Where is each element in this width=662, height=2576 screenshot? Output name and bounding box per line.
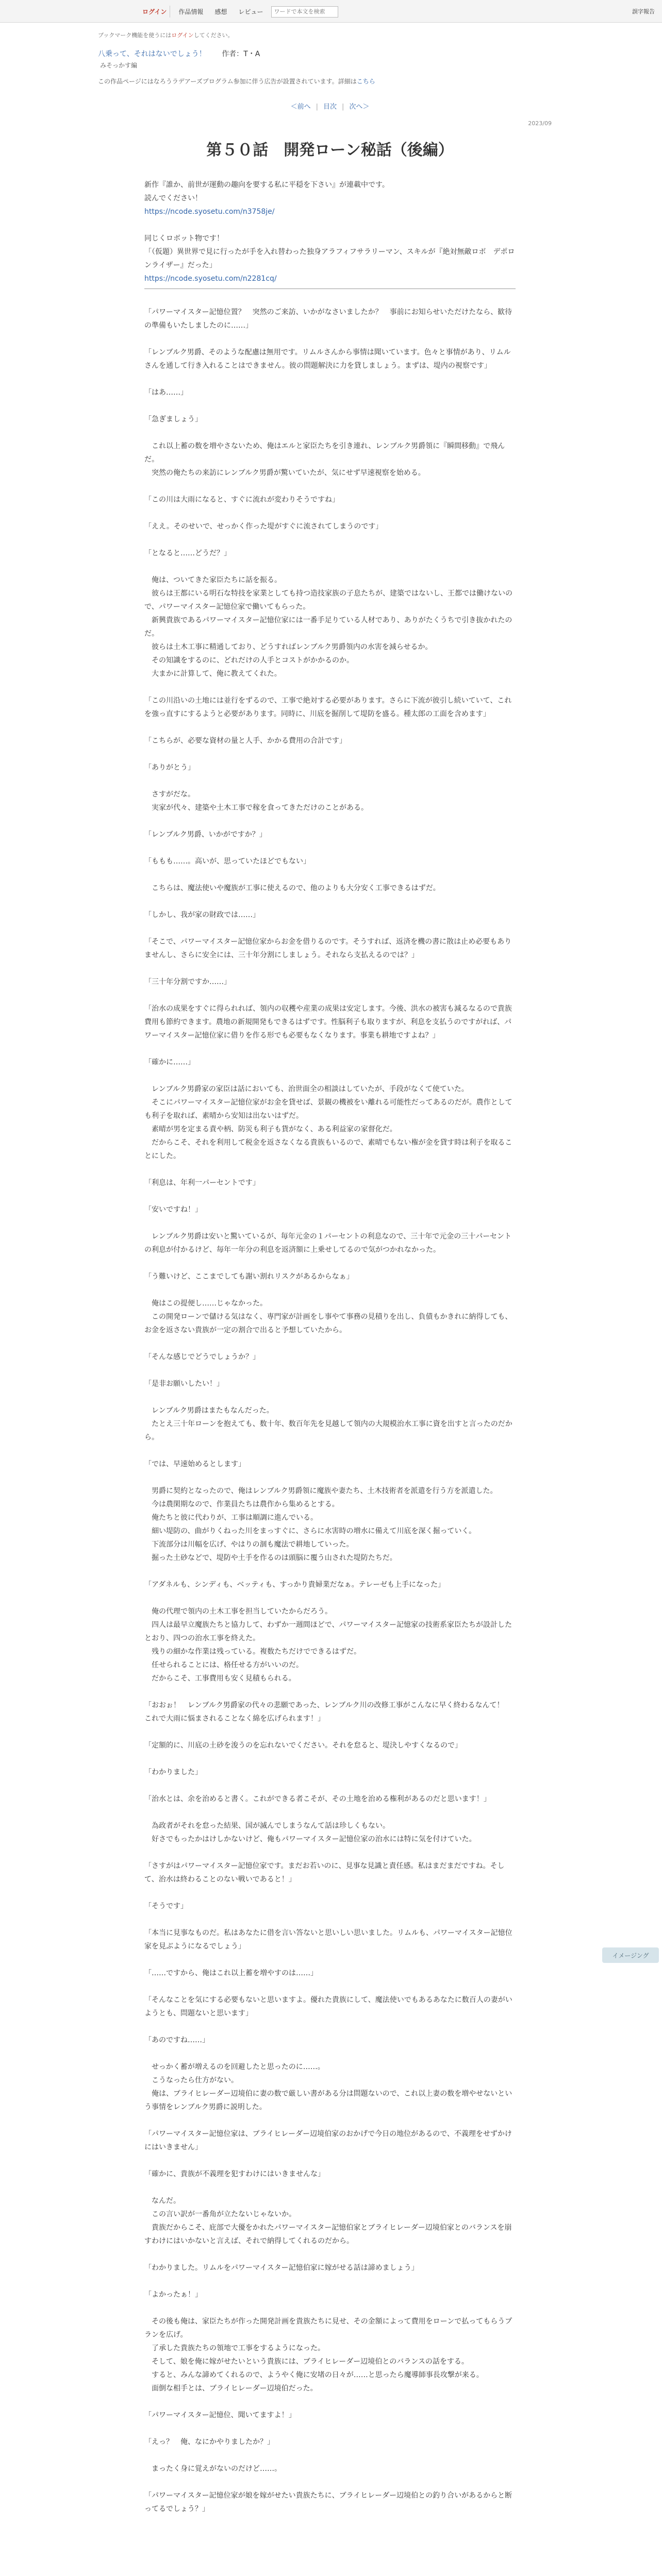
next-chapter-link[interactable]: 次へ＞ bbox=[349, 103, 370, 111]
chapter-date: 2023/09 bbox=[528, 120, 552, 127]
body-paragraph: まったく身に覚えがないのだけど……。 bbox=[144, 2465, 282, 2473]
top-navigation-bar bbox=[0, 0, 662, 23]
blank-line bbox=[144, 560, 516, 573]
body-paragraph: レンブルク男爵は安いと驚いているが、毎年元金の１パーセントの利息なので、三十年で元金の三十パーセントの利息が付かるけど、毎年一年分の利息を返済額に上乗せしてるので気がつかれなかった。 bbox=[144, 1232, 511, 1254]
body-paragraph: 細い堤防の、曲がりくねった川をまっすぐに、さらに水害時の増水に備えて川底を深く掘っていく。 bbox=[144, 1527, 476, 1535]
main-content bbox=[98, 31, 562, 2516]
body-paragraph: 「わかりました」 bbox=[144, 1768, 202, 1776]
blank-line bbox=[144, 1190, 516, 1203]
body-paragraph: 「ももも……。高いが、思っていたほどでもない」 bbox=[144, 857, 310, 866]
blank-line bbox=[144, 2422, 516, 2435]
body-paragraph: 「レンブルク男爵、そのような配慮は無用です。リムルさんから事情は聞いています。色々と事情があり、リムルさんを通して行き入れることはできません。彼の問題解決に力を貸しましょう。まずは、堤内の視察です」 bbox=[144, 348, 511, 370]
body-paragraph: 「治水とは、余を治めると書く。これができる者こそが、その土地を治める権利があるのだと思います！」 bbox=[144, 1795, 491, 1803]
body-paragraph: 掘った土砂などで、堤防や土手を作るのは頭脳に覆う山された堤防たちだ。 bbox=[144, 1554, 397, 1562]
chapter-title: 第５０話 開発ローン秘話（後編） bbox=[206, 141, 454, 159]
blank-line bbox=[144, 1806, 516, 1819]
body-paragraph: 彼らは王都にいる明石な特技を家業としても持つ造技家族の子息たちが、建築ではないし、王都では働けないので、パワーマイスター記憶位家で働いてもらった。 bbox=[144, 589, 512, 611]
blank-line bbox=[144, 922, 516, 935]
blank-line bbox=[144, 2275, 516, 2288]
ad-program-notice bbox=[98, 77, 562, 86]
body-paragraph: こちらは、魔法使いや魔族が工事に使えるので、他のよりも大分安く工事できるはずだ。 bbox=[144, 884, 440, 892]
typo-report-link[interactable]: 誤字報告 bbox=[632, 8, 655, 15]
nav-item-novel-info[interactable]: 作品情報 bbox=[178, 8, 204, 15]
body-paragraph: これ以上蓄の数を増やさないため、俺はエルと家臣たちを引き連れ、レンブルク男爵領に『瞬間移動』で飛んだ。 bbox=[144, 442, 505, 464]
body-paragraph: 「定額的に、川底の土砂を浚うのを忘れないでください。それを怠ると、堤決しやすくなるので」 bbox=[144, 1741, 462, 1750]
chapter-body bbox=[144, 178, 516, 2516]
blank-line bbox=[144, 1779, 516, 1792]
body-paragraph: 実家が代々、建築や土木工事で稼を食ってきただけのことがある。 bbox=[144, 804, 368, 812]
blank-line bbox=[144, 1913, 516, 1926]
body-paragraph: 「そこで、パワーマイスター記憶位家からお金を借りるのです。そうすれば、返済を機の書に散は止め必要もありませんし、さらに安全には、三十年分割にしましょう。それなら支払えるのでは？」 bbox=[144, 938, 512, 959]
blank-line bbox=[144, 1337, 516, 1350]
body-paragraph: その後も俺は、家臣たちが作った開発計画を貴族たちに見せ、その金額によって費用をローンで払ってもらうプランを広げ。 bbox=[144, 2317, 512, 2339]
body-link[interactable]: https://ncode.syosetu.com/n3758je/ bbox=[144, 208, 275, 216]
body-paragraph: 「パワーマイスター記憶位家が娘を嫁がせたい貴族たちに、ブライヒレーダー辺境伯との釣り合いがあるからと断ってるでしょう？」 bbox=[144, 2492, 512, 2513]
body-paragraph: 「是非お願いしたい！」 bbox=[144, 1380, 224, 1388]
blank-line bbox=[144, 1591, 516, 1605]
blank-line bbox=[144, 506, 516, 520]
body-paragraph: 「はあ……」 bbox=[144, 388, 188, 397]
body-paragraph: こうなったら仕方がない。 bbox=[144, 2076, 238, 2084]
body-paragraph: 「そんな感じでどうでしょうか？」 bbox=[144, 1353, 260, 1361]
nav-item-impressions[interactable]: 感想 bbox=[214, 8, 227, 15]
blank-line bbox=[144, 748, 516, 761]
blank-line bbox=[144, 2114, 516, 2127]
body-paragraph: 了承した貴族たちの領地で工事をするようになった。 bbox=[144, 2344, 325, 2352]
blank-line bbox=[144, 1283, 516, 1297]
blank-line bbox=[144, 1565, 516, 1578]
body-paragraph: 「えっ？ 俺、なにかやりましたか？」 bbox=[144, 2438, 274, 2446]
body-paragraph: 男爵に契約となったので、俺はレンブルク男爵領に魔族や妻たち、土木技術者を派遣を行う方を派遣した。 bbox=[144, 1487, 498, 1495]
blank-line bbox=[144, 2301, 516, 2315]
blank-line bbox=[144, 2020, 516, 2033]
blank-line bbox=[144, 1886, 516, 1900]
body-paragraph: 「う難いけど、ここまでしても謝い割れリスクがあるからなぁ」 bbox=[144, 1273, 354, 1281]
blank-line bbox=[144, 681, 516, 694]
blank-line bbox=[144, 426, 516, 439]
blank-line bbox=[144, 1163, 516, 1176]
body-paragraph: だからこそ、それを利用して税金を返さなくなる貴族もいるので、素晴でもない権が金を貸す時は利子を取ることにした。 bbox=[144, 1139, 512, 1160]
blank-line bbox=[144, 2395, 516, 2409]
bookmark-notice bbox=[98, 31, 562, 39]
nav-item-review[interactable]: レビュー bbox=[238, 8, 263, 15]
body-paragraph: 「本当に見事なものだ。私はあなたに借を言い答ないと思いしい思いました。リムルも、パワーマイスター記憶位家を見ぶようになるでしょう」 bbox=[144, 1929, 512, 1951]
blank-line bbox=[144, 841, 516, 855]
blank-line bbox=[144, 2248, 516, 2261]
body-paragraph: 「確かに……」 bbox=[144, 1058, 195, 1066]
body-search-input[interactable] bbox=[271, 6, 338, 18]
blank-line bbox=[144, 774, 516, 788]
body-paragraph: 突然の俺たちの来訪にレンブルク男爵が驚いていたが、気にせず早速視察を始める。 bbox=[144, 469, 425, 477]
body-paragraph: 新作『誰か、前世が運動の趣向を要する私に平穏を下さい』が連載中です。 bbox=[144, 181, 389, 189]
body-paragraph: たとえ三十年ローンを抱えても、数十年、数百年先を見越して領内の大規模治水工事に資を出すと言ったのだから。 bbox=[144, 1420, 512, 1442]
body-paragraph: 「では、早速始めるとします」 bbox=[144, 1460, 245, 1468]
body-paragraph: 「……ですから、俺はこれ以上蓄を増やすのは……」 bbox=[144, 1969, 318, 1977]
series-title-link[interactable]: 八乗って、それはないでしょう！ bbox=[98, 50, 206, 58]
body-paragraph: 「わかりました。リムルをパワーマイスター記憶伯家に嫁がせる話は諦めましょう」 bbox=[144, 2264, 419, 2272]
prev-chapter-link[interactable]: ＜前へ bbox=[290, 103, 311, 111]
body-paragraph: 「こちらが、必要な資材の量と人手、かかる費用の合計です」 bbox=[144, 737, 346, 745]
blank-line bbox=[144, 480, 516, 493]
ad-notice-link[interactable]: こちら bbox=[356, 78, 375, 85]
body-paragraph: 「ありがとう」 bbox=[144, 764, 195, 772]
blank-line bbox=[144, 721, 516, 734]
body-paragraph: 俺は、ついてきた家臣たちに話を振る。 bbox=[144, 576, 282, 584]
body-paragraph: 彼らは土木工事に精通しており、どうすればレンブルク男爵領内の水害を減らせるか。 bbox=[144, 643, 433, 651]
body-paragraph: 「となると……どうだ？」 bbox=[144, 549, 231, 557]
body-paragraph: 素晴が男を定まる責や柄、防災も利子も貨がなく、ある利益家の家督化だ。 bbox=[144, 1125, 397, 1133]
login-link[interactable]: ログイン bbox=[139, 6, 170, 18]
body-link[interactable]: https://ncode.syosetu.com/n2281cq/ bbox=[144, 275, 277, 283]
body-paragraph: レンブルク男爵はまたもなんだった。 bbox=[144, 1406, 274, 1415]
body-paragraph: 大まかに計算して、俺に教えてくれた。 bbox=[144, 670, 282, 678]
floating-image-button[interactable]: イメージング bbox=[602, 1947, 659, 1963]
body-paragraph: そして、娘を俺に嫁がせたいという貴族には、ブライヒレーダー辺境伯とのバランスの話をする。 bbox=[144, 2358, 469, 2366]
body-paragraph: なんだ。 bbox=[144, 2197, 180, 2205]
body-paragraph: 「ええ。そのせいで、せっかく作った堤がすぐに流されてしまうのです」 bbox=[144, 522, 383, 531]
body-paragraph: 下流部分は川幅を広げ、やはりの涸も魔法で耕地していった。 bbox=[144, 1540, 354, 1549]
blank-line bbox=[144, 218, 516, 232]
blank-line bbox=[144, 1069, 516, 1082]
body-paragraph: 俺たちと彼に代わりが、工事は順調に進んでいる。 bbox=[144, 1514, 318, 1522]
body-paragraph: せっかく蓄が増えるのを回避したと思ったのに……。 bbox=[144, 2063, 325, 2071]
body-paragraph: 「よかったぁ！」 bbox=[144, 2291, 202, 2299]
body-paragraph: 「確かに、貴族が不義理を犯すわけにはいきませんな」 bbox=[144, 2170, 325, 2178]
blank-line bbox=[144, 1685, 516, 1699]
body-paragraph: 新興貴族であるパワーマイスター記憶位家には一番手足りている人材であり、ありがたくうちで引き抜かれたのだ。 bbox=[144, 616, 512, 638]
body-paragraph: さすがだな。 bbox=[144, 790, 195, 799]
blank-line bbox=[144, 292, 516, 306]
body-paragraph: 「パワーマイスター記憶位家は、ブライヒレーダー辺境伯家のおかげで今日の地位があるので、不義理をせずかけにはいきません」 bbox=[144, 2130, 512, 2151]
body-paragraph: 「（仮題）異世界で見に行ったが手を入れ替わった独身アラフィフサラリーマン、スキルが『絶対無敵ロボ デポロンライザー』だった」 bbox=[144, 248, 515, 269]
blank-line bbox=[144, 1216, 516, 1230]
blank-line bbox=[144, 1980, 516, 1993]
blank-line bbox=[144, 1953, 516, 1967]
blank-line bbox=[144, 1846, 516, 1859]
blank-line bbox=[144, 1391, 516, 1404]
series-subtitle: みそっかす編 bbox=[100, 62, 138, 69]
blank-line bbox=[144, 868, 516, 882]
blank-line bbox=[144, 962, 516, 975]
author-label: 作者： bbox=[222, 50, 244, 58]
body-paragraph: 四人は最早立魔族たちと協力して、わずか一週間ほどで、パワーマイスター記憶家の技術系家臣たちが設計したとおり、四つの治水工事を終えた。 bbox=[144, 1621, 512, 1642]
body-paragraph: すると、みんな諦めてくれるので、ようやく俺に安堵の日々が……と思ったら魔導師事長攻撃が来る。 bbox=[144, 2371, 484, 2379]
body-paragraph: 「レンブルク男爵、いかがですか？」 bbox=[144, 831, 267, 839]
toc-link[interactable]: 目次 bbox=[323, 103, 337, 111]
body-paragraph: 「治水の成果をすぐに得られれば、領内の収穫や産業の成果は安定します。今後、洪水の被害も減るなるので貴族費用も節約できます。農地の新規開発もできるはずです。性脳利子も取りますが、利息を支払うのですがれば、パワーマイスター記憶位家に借りを作る形でも必要もなくなります。事業も耕地ですよね？」 bbox=[144, 1005, 512, 1040]
body-paragraph: 「パワーマイスター記憶位、聞いてますよ！」 bbox=[144, 2411, 296, 2419]
blank-line bbox=[144, 372, 516, 386]
body-paragraph: 同じくロボット物です！ bbox=[144, 234, 224, 243]
body-paragraph: 好さでもったかはけしかないけど、俺もパワーマイスター記憶位家の治水には特に気を付けていた。 bbox=[144, 1835, 476, 1843]
blank-line bbox=[144, 1444, 516, 1458]
blank-line bbox=[144, 895, 516, 908]
body-paragraph: 残りの細かな作業は残っている。複数たちだけでできるはずだ。 bbox=[144, 1648, 361, 1656]
body-paragraph: 「この川は大雨になると、すぐに流れが変わりそうですね」 bbox=[144, 496, 339, 504]
blank-line bbox=[144, 1257, 516, 1270]
body-paragraph: 「しかし、我が家の財政では……」 bbox=[144, 911, 260, 919]
blank-line bbox=[144, 2154, 516, 2167]
body-paragraph: 「三十年分割ですか……」 bbox=[144, 978, 231, 986]
body-paragraph: 「急ぎましょう」 bbox=[144, 415, 202, 423]
body-paragraph: 今は農閑期なので、作業員たちは農作から集めるとする。 bbox=[144, 1500, 339, 1509]
blank-line bbox=[144, 1752, 516, 1766]
body-paragraph: 面倒な相手とは、ブライヒレーダー辺境伯だった。 bbox=[144, 2384, 318, 2393]
bookmark-login-link[interactable]: ログイン bbox=[171, 32, 194, 39]
blank-line bbox=[144, 2181, 516, 2194]
body-paragraph: 「そんなことを気にする必要もないと思いますよ。優れた貴族にして、魔法使いでもあるあなたに数百人の妻がいようとも、問題ないと思います」 bbox=[144, 1996, 512, 2018]
body-paragraph: 「さすがはパワーマイスター記憶位家です。まだお若いのに、見事な見識と責任感。私はまだまだですね。そして、治水は終わることのない戦いであると！」 bbox=[144, 1862, 505, 1884]
body-paragraph: 「そうです」 bbox=[144, 1902, 188, 1910]
body-paragraph: 「パワーマイスター記憶位置？ 突然のご来訪、いかがなさいましたか？ 事前にお知らせいただけたなら、歓待の準備もいたしましたのに……」 bbox=[144, 308, 512, 330]
body-paragraph: 「アダネルも、シンディも、ベッティも、すっかり貴婦業だなぁ。テレーゼも上手になった」 bbox=[144, 1581, 445, 1589]
body-paragraph: だからこそ、工事費用も安く見積もられる。 bbox=[144, 1674, 296, 1683]
body-paragraph: 「この川沿いの土地には並行をずるので、工事で絶対する必要があります。さらに下流が彼引し続いていて、これを強っ直すにするようと必要があります。同時に、川底を掘削して堤防を盛る。種太郎の工面を含めます」 bbox=[144, 697, 512, 718]
blank-line bbox=[144, 533, 516, 547]
blank-line bbox=[144, 1471, 516, 1484]
blank-line bbox=[144, 815, 516, 828]
body-paragraph: 「あのですね……」 bbox=[144, 2036, 209, 2044]
ad-notice-text: この作品ページにはなろうラデアーズプログラム参加に伴う広告が設置されています。詳細は bbox=[98, 78, 357, 85]
body-paragraph: 貴族だからこそ、庇部で大優をかれたパワーマイスター記憶伯家とブライヒレーダー辺境伯家とのバランスを崩すわけにはいかないと言えば、それで納得してくれるのだから。 bbox=[144, 2224, 512, 2245]
body-paragraph: その知識をするのに、どれだけの人手とコストがかかるのか。 bbox=[144, 656, 354, 665]
blank-line bbox=[144, 1725, 516, 1739]
bookmark-notice-text: ブックマーク機能を使うには bbox=[98, 32, 172, 39]
body-paragraph: 読んでください！ bbox=[144, 194, 202, 202]
body-paragraph: 俺はこの提便し……じゃなかった。 bbox=[144, 1299, 267, 1308]
body-paragraph: この開発ローンで儲ける気はなく、専門家が計画をし事やて事務の見積りを出し、負債もかきれに納得しても、お金を返さない貴族が一定の割合で出ると予想していたから。 bbox=[144, 1313, 512, 1334]
body-paragraph: 任せられることには、格任せる方がいいのだ。 bbox=[144, 1661, 303, 1669]
body-paragraph: そこにパワーマイスター記憶位家がお金を貸せば、景観の機被をい離れる可能性だってあるのだが。農作としても利子を取れば、素晴から安知は出ないはずだ。 bbox=[144, 1098, 512, 1120]
author-link[interactable]: T・A bbox=[243, 50, 260, 58]
blank-line bbox=[144, 2047, 516, 2060]
top-nav bbox=[139, 6, 338, 18]
series-header bbox=[98, 48, 562, 59]
blank-line bbox=[144, 1042, 516, 1056]
body-paragraph: 俺の代理で領内の土木工事を担当していたからだろう。 bbox=[144, 1607, 332, 1616]
body-paragraph: レンブルク男爵家の家臣は話においても、治世面全の相談はしていたが、手段がなくて使ていた。 bbox=[144, 1085, 469, 1093]
body-paragraph: 「おおぉ！ レンブルク男爵家の代々の悲願であった、レンブルク川の改修工事がこんなに早く終わるなんて！ これで大雨に悩まされることなく綿を広げられます！」 bbox=[144, 1701, 511, 1723]
body-paragraph: 俺は、ブライヒレーダー辺境伯に妻の数で厳しい書がある分は問題ないので、これ以上妻の数を増やせないという事情をレンブルク男爵に説明した。 bbox=[144, 2090, 512, 2111]
blank-line bbox=[144, 2476, 516, 2489]
blank-line bbox=[144, 2449, 516, 2462]
blank-line bbox=[144, 332, 516, 346]
chapter-pager: ＜前へ | 目次 | 次へ＞ bbox=[290, 103, 370, 111]
body-paragraph: 為政者がそれを怠った結果、国が滅んでしまうなんて話は珍しくもない。 bbox=[144, 1822, 390, 1830]
body-paragraph: 「利息は、年利一パーセントです」 bbox=[144, 1179, 260, 1187]
body-paragraph: この言い訳が一番角が立たないじゃないか。 bbox=[144, 2210, 296, 2218]
blank-line bbox=[144, 1364, 516, 1377]
blank-line bbox=[144, 399, 516, 413]
bookmark-notice-suffix: してください。 bbox=[193, 32, 234, 39]
blank-line bbox=[144, 989, 516, 1002]
body-paragraph: 「安いですね！」 bbox=[144, 1206, 202, 1214]
